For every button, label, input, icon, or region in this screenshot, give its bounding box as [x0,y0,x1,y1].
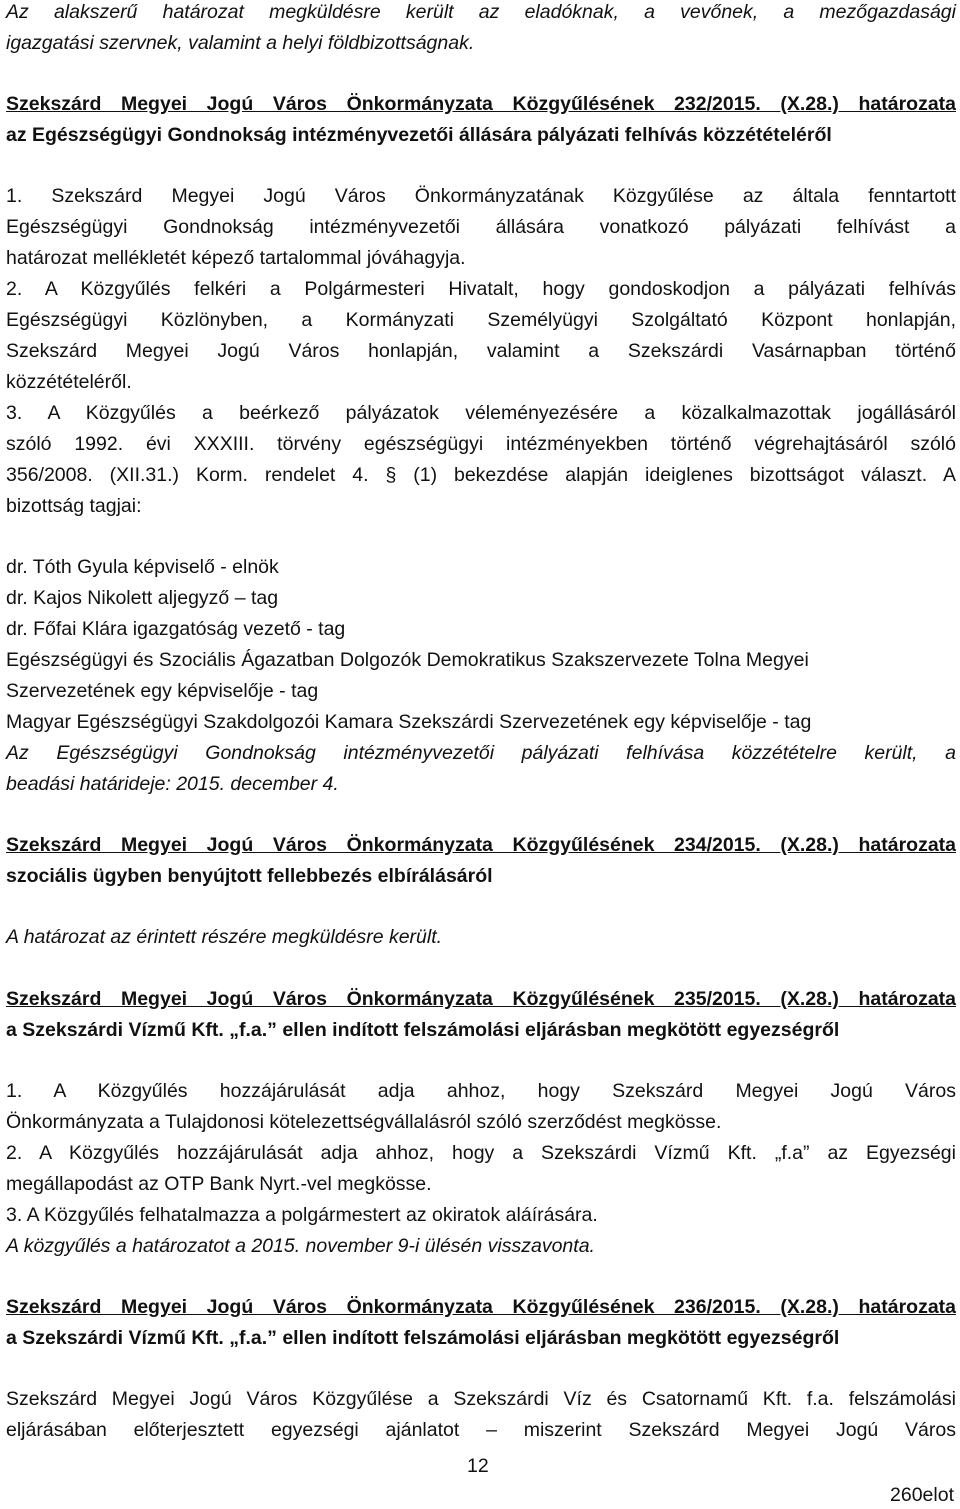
paragraph-line: szóló 1992. évi XXXIII. törvény egészségügyi intézményekben történő végrehajtásáról szóló [6,433,956,455]
note-line: beadási határideje: 2015. december 4. [6,773,339,795]
paragraph-line: bizottság tagjai: [6,495,142,517]
committee-member: dr. Kajos Nikolett aljegyző – tag [6,587,279,609]
committee-member: Szervezetének egy képviselője - tag [6,680,319,702]
paragraph-line: 3. A Közgyűlés felhatalmazza a polgármestert az okiratok aláírására. [6,1204,598,1226]
note-line: A határozat az érintett részére megküldésre került. [6,926,443,948]
paragraph-line: 1. A Közgyűlés hozzájárulását adja ahhoz, hogy Szekszárd Megyei Jogú Város [6,1080,956,1102]
paragraph-line: igazgatási szervnek, valamint a helyi földbizottságnak. [6,32,475,54]
paragraph-line: 356/2008. (XII.31.) Korm. rendelet 4. § (1) bekezdése alapján ideiglenes bizottságot választ. A [6,464,956,486]
resolution-heading: Szekszárd Megyei Jogú Város Önkormányzata Közgyűlésének 232/2015. (X.28.) határozata [6,93,956,115]
paragraph-line: Önkormányzata a Tulajdonosi kötelezettségvállalásról szóló szerződést megkösse. [6,1111,722,1133]
paragraph-line: Szekszárd Megyei Jogú Város honlapján, valamint a Szekszárdi Vasárnapban történő [6,340,956,362]
paragraph-line: Egészségügyi Gondnokság intézményvezetői állására vonatkozó pályázati felhívást a [6,216,956,238]
paragraph-line: 3. A Közgyűlés a beérkező pályázatok véleményezésére a közalkalmazottak jogállásáról [6,402,956,424]
paragraph-line: 2. A Közgyűlés felkéri a Polgármesteri Hivatalt, hogy gondoskodjon a pályázati felhívás [6,278,956,300]
resolution-subject: az Egészségügyi Gondnokság intézményvezetői állására pályázati felhívás közzétételéről [6,124,832,146]
paragraph-line: eljárásában előterjesztett egyezségi ajánlatot – miszerint Szekszárd Megyei Jogú Város [6,1419,956,1441]
page-number: 12 [467,1455,489,1477]
footer-text: 260elot [890,1484,954,1506]
resolution-subject: a Szekszárdi Vízmű Kft. „f.a.” ellen indított felszámolási eljárásban megkötött egyezségről [6,1327,840,1349]
resolution-subject: szociális ügyben benyújtott fellebbezés elbírálásáról [6,865,493,887]
note-line: Az Egészségügyi Gondnokság intézményvezetői pályázati felhívása közzétételre került, a [6,742,956,764]
committee-member: dr. Főfai Klára igazgatóság vezető - tag [6,618,346,640]
paragraph-line: Szekszárd Megyei Jogú Város Közgyűlése a Szekszárdi Víz és Csatornamű Kft. f.a. felszámolási [6,1388,956,1410]
note-line: A közgyűlés a határozatot a 2015. november 9-i ülésén visszavonta. [6,1235,595,1257]
paragraph-line: határozat mellékletét képező tartalommal jóváhagyja. [6,247,466,269]
paragraph-line: megállapodást az OTP Bank Nyrt.-vel megkösse. [6,1173,432,1195]
paragraph-line: Egészségügyi Közlönyben, a Kormányzati Személyügyi Szolgáltató Központ honlapján, [6,309,956,331]
committee-member: Magyar Egészségügyi Szakdolgozói Kamara Szekszárdi Szervezetének egy képviselője - tag [6,711,812,733]
committee-member: Egészségügyi és Szociális Ágazatban Dolgozók Demokratikus Szakszervezete Tolna Megyei [6,649,809,671]
committee-member: dr. Tóth Gyula képviselő - elnök [6,556,279,578]
paragraph-line: 1. Szekszárd Megyei Jogú Város Önkormányzatának Közgyűlése az általa fenntartott [6,185,956,207]
resolution-heading: Szekszárd Megyei Jogú Város Önkormányzata Közgyűlésének 234/2015. (X.28.) határozata [6,834,956,856]
paragraph-line: közzétételéről. [6,371,132,393]
resolution-subject: a Szekszárdi Vízmű Kft. „f.a.” ellen indított felszámolási eljárásban megkötött egyezségről [6,1019,840,1041]
paragraph-line: Az alakszerű határozat megküldésre került az eladóknak, a vevőnek, a mezőgazdasági [6,1,956,23]
resolution-heading: Szekszárd Megyei Jogú Város Önkormányzata Közgyűlésének 235/2015. (X.28.) határozata [6,988,956,1010]
resolution-heading: Szekszárd Megyei Jogú Város Önkormányzata Közgyűlésének 236/2015. (X.28.) határozata [6,1296,956,1318]
paragraph-line: 2. A Közgyűlés hozzájárulását adja ahhoz, hogy a Szekszárdi Vízmű Kft. „f.a” az Egyezségi [6,1142,956,1164]
